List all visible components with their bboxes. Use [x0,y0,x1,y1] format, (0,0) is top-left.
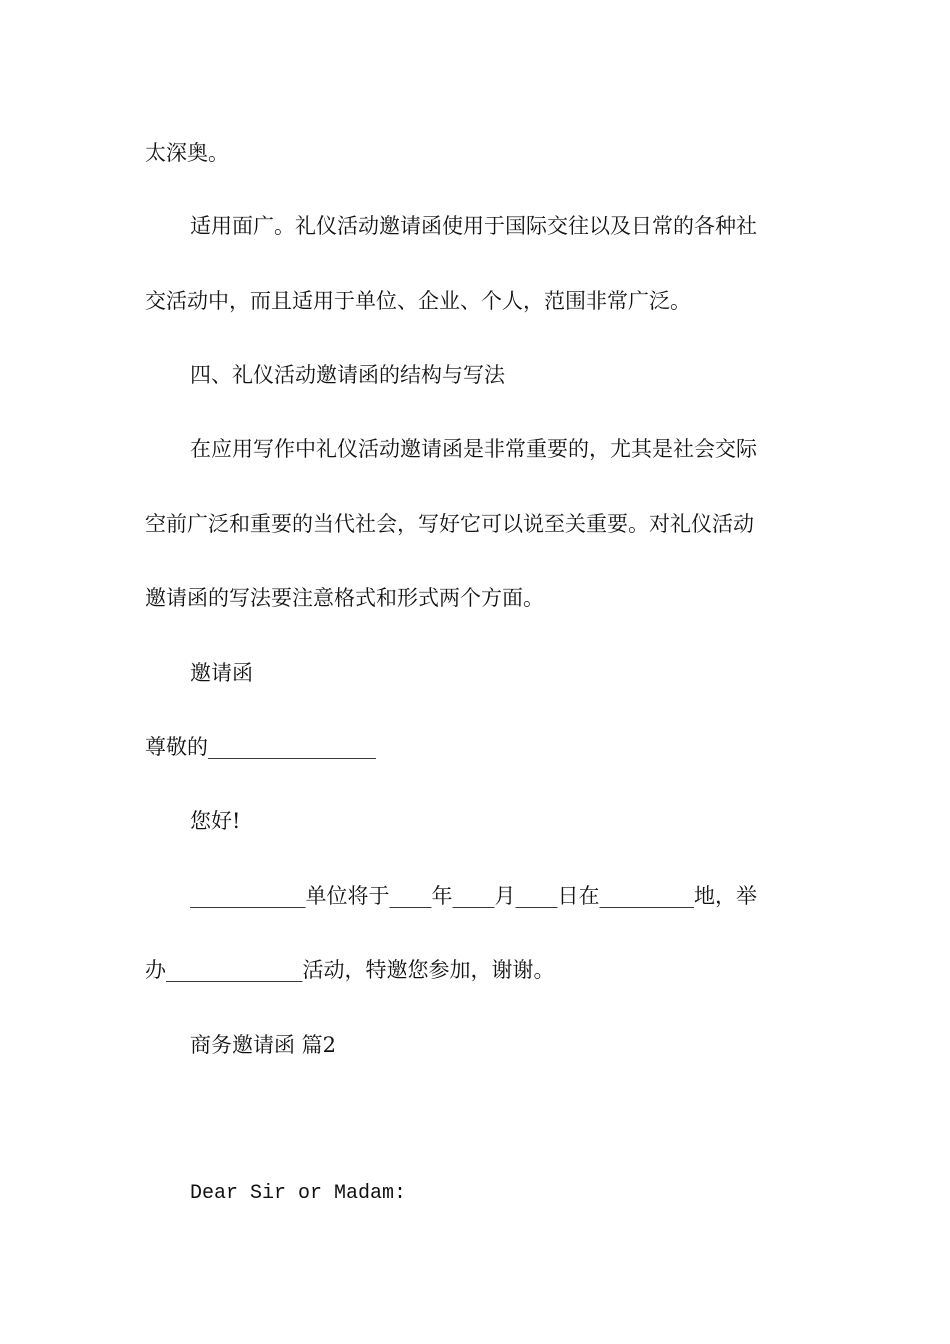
paragraph-line: 空前广泛和重要的当代社会，写好它可以说至关重要。对礼仪活动 [145,512,754,536]
paragraph-line: 交活动中，而且适用于单位、企业、个人，范围非常广泛。 [145,289,691,313]
section-heading: 商务邀请函 篇2 [190,1033,337,1057]
letter-body-line: 办_____________活动，特邀您参加，谢谢。 [145,958,555,982]
english-salutation: Dear Sir or Madam: [190,1182,407,1205]
paragraph-line: 太深奥。 [145,141,229,165]
letter-greeting: 您好! [190,809,241,833]
letter-body-line: ___________单位将于____年____月____日在_________地，举 [190,884,757,908]
paragraph-line: 适用面广。礼仪活动邀请函使用于国际交往以及日常的各种社 [190,214,757,238]
paragraph-line: 在应用写作中礼仪活动邀请函是非常重要的，尤其是社会交际 [190,437,757,461]
section-heading: 四、礼仪活动邀请函的结构与写法 [190,363,505,387]
letter-salutation: 尊敬的________________ [145,735,376,759]
letter-title: 邀请函 [190,661,253,685]
paragraph-line: 邀请函的写法要注意格式和形式两个方面。 [145,586,544,610]
